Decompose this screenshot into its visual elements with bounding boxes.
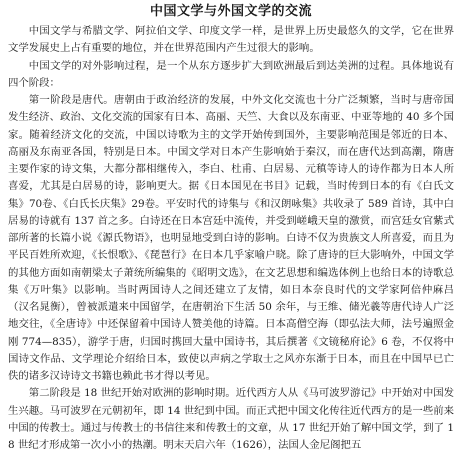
article-title: 中国文学与外国文学的交流 [149,4,312,19]
paragraph-overview: 中国文学的对外影响过程，是一个从东方逐步扩大到欧洲最后到达美洲的过程。具体地说有四个阶段： [8,59,454,89]
paragraph-stage-two: 第二阶段是 18 世纪开始对欧洲的影响时期。近代西方人从《马可波罗游记》中开始对中国发生兴趣。马可波罗在元朝初年，即 14 世纪到中国。而正式把中国文化传往近代西方的是一些前来中国的传教士。通过与传教士的书信往来和传教士的文章，从 17 世纪开始了解中国文学，到了 18 世纪才形成第一次小小的热潮。明末天启六年（1626），法国人金尼阁把五 [8,387,454,451]
paragraph-intro: 中国文学与希腊文学、阿拉伯文学、印度文学一样，是世界上历史最悠久的文学，它在世界文学发展史上占有重要的地位，并在世界范围内产生过很大的影响。 [8,25,454,55]
paragraph-stage-one: 第一阶段是唐代。唐朝由于政治经济的发展，中外文化交流也十分广泛频繁，当时与唐帝国发生经济、政治、文化交流的国家有日本、高丽、天竺、大食以及东南亚、中亚等地的 40 多个国家。随着经济文化的交流，中国以诗歌为主的文学开始传到国外，主要影响范围是邻近的日本、高丽及东南亚各国，特别是日本。中国文学对日本产生影响始于秦汉，而在唐代达到高潮，隋唐主要作家的诗文集，大都分都相继传入，李白、杜甫、白居易、元稹等诗人的诗作都为日本人所喜爱，尤其是白居易的诗，影响更大。据《日本国见在书目》记载，当时传到日本的有《白氏文集》70卷、《白氏长庆集》29卷。平安时代的诗集与《和汉朗咏集》共收录了 589 首诗，其中白居易的诗就有 137 首之多。白诗还在日本宫廷中流传，并受到嵯峨天皇的激赏，而宫廷女官紫式部所著的长篇小说《源氏物语》，也明显地受到白诗的影响。白诗不仅为贵族文人所喜爱，而且为平民百姓所欢迎，《长恨歌》、《琵琶行》在日本几乎家喻户晓。除了唐诗的巨大影响外，中国文学的其他方面如南朝梁太子萧统所编集的《昭明文选》，在文艺思想和编选体例上也给日本的诗歌总集《万叶集》以影响。当时两国诗人之间还建立了友情，如日本奈良时代的文学家阿倍仲麻吕（汉名晁衡），曾被派遣来中国留学，在唐朝治下生活 50 余年，与王维、储光羲等唐代诗人广泛地交往，《全唐诗》中还保留着中国诗人赞美他的诗篇。日本高僧空海（即弘法大师，法号遍照金刚 774—835），游学于唐，归国时携回大量中国诗书，其后撰著《文镜秘府论》6 卷，不仅将中国诗文作品、文学理论介绍给日本，致使以声病之学取士之风亦东渐于日本，而且在中国早已亡佚的诸多汉诗诗文书籍也赖此书才得以考见。 [8,94,454,382]
